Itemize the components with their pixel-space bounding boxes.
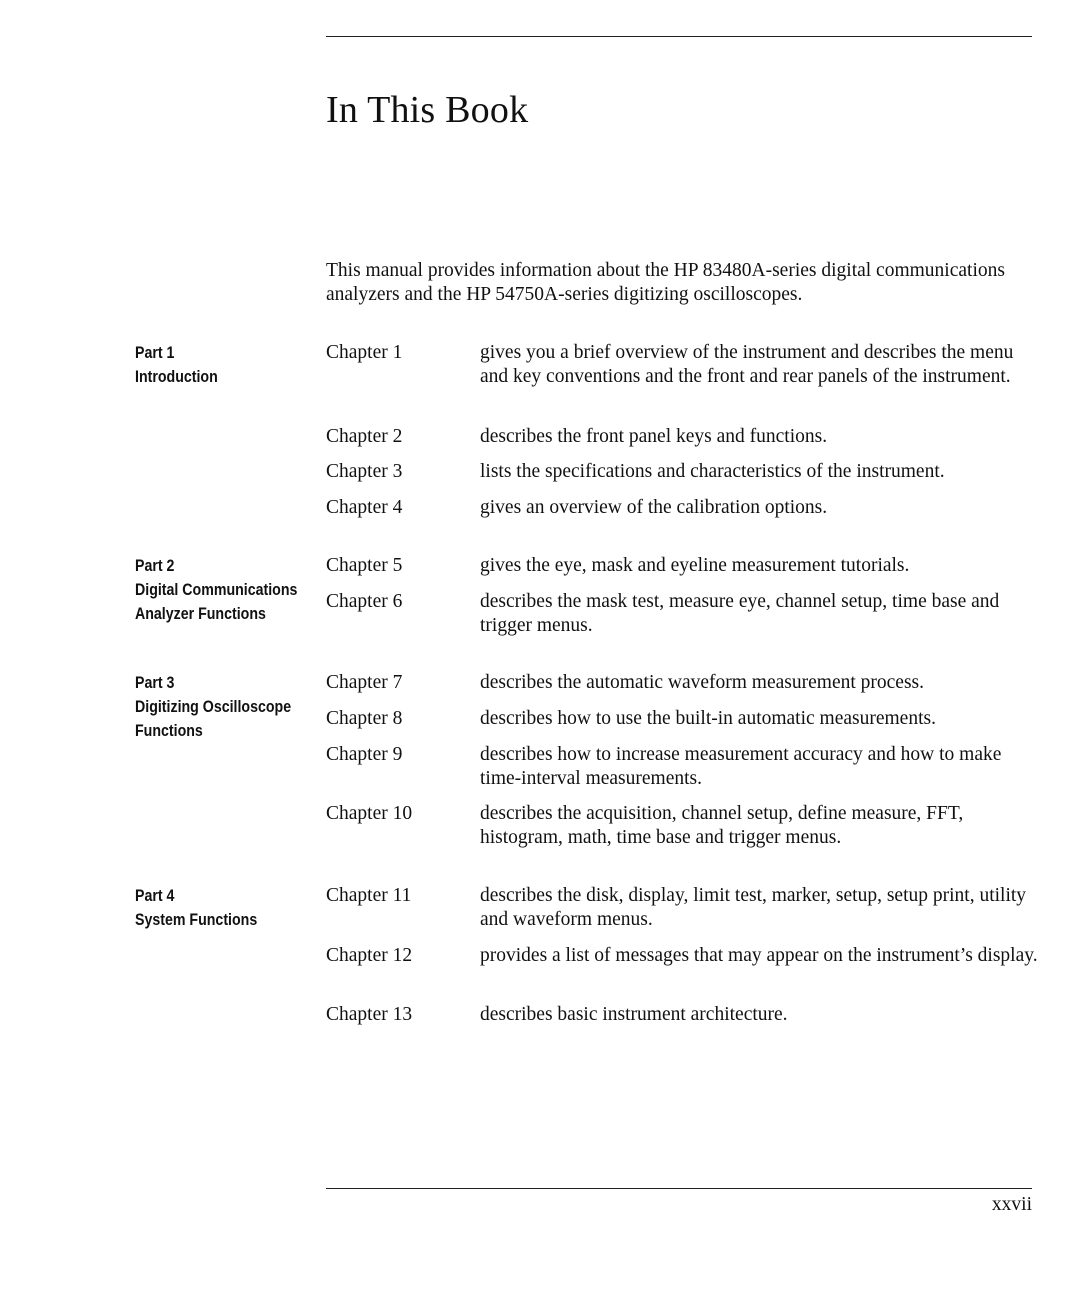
chapter-7-name: Chapter 7 bbox=[326, 672, 403, 693]
chapter-8-name: Chapter 8 bbox=[326, 708, 403, 729]
chapter-5-description: gives the eye, mask and eyeline measurement tutorials. bbox=[480, 555, 910, 576]
part-1-number: Part 1 bbox=[135, 344, 175, 362]
top-rule bbox=[326, 36, 1032, 37]
chapter-12-description: provides a list of messages that may appear on the instrument’s display. bbox=[480, 945, 1038, 966]
part-2-title-line-2: Analyzer Functions bbox=[135, 605, 266, 623]
chapter-6-description: describes the mask test, measure eye, channel setup, time base and trigger menus. bbox=[480, 591, 1000, 636]
chapter-8-description: describes how to use the built-in automatic measurements. bbox=[480, 708, 936, 729]
page-number: xxvii bbox=[991, 1194, 1032, 1215]
chapter-11-description: describes the disk, display, limit test, marker, setup, setup print, utility and waveform menus. bbox=[480, 885, 1027, 930]
chapter-4-name: Chapter 4 bbox=[326, 497, 403, 518]
part-2-label bbox=[135, 554, 298, 626]
part-4-label bbox=[135, 884, 298, 932]
part-2-title-line-1: Digital Communications bbox=[135, 581, 298, 599]
chapter-1-description: gives you a brief overview of the instrument and describes the menu and key conventions and the front and rear panels of the instrument. bbox=[480, 342, 1014, 387]
part-3-title-line-2: Functions bbox=[135, 722, 203, 740]
part-2-number: Part 2 bbox=[135, 557, 175, 575]
bottom-rule bbox=[326, 1188, 1032, 1189]
part-4-number: Part 4 bbox=[135, 887, 175, 905]
part-3-label bbox=[135, 671, 298, 743]
part-3-title-line-1: Digitizing Oscilloscope bbox=[135, 698, 292, 716]
page-title: In This Book bbox=[326, 89, 529, 131]
chapter-6-name: Chapter 6 bbox=[326, 591, 403, 612]
chapter-13-name: Chapter 13 bbox=[326, 1004, 413, 1025]
part-4-title: System Functions bbox=[135, 911, 258, 929]
part-3-number: Part 3 bbox=[135, 674, 175, 692]
chapter-4-description: gives an overview of the calibration options. bbox=[480, 497, 828, 518]
chapter-12-name: Chapter 12 bbox=[326, 945, 413, 966]
chapter-10-name: Chapter 10 bbox=[326, 803, 413, 824]
chapter-9-description: describes how to increase measurement accuracy and how to make time-interval measurements. bbox=[480, 744, 1002, 789]
part-1-title: Introduction bbox=[135, 368, 218, 386]
chapter-13-description: describes basic instrument architecture. bbox=[480, 1004, 788, 1025]
chapter-7-description: describes the automatic waveform measurement process. bbox=[480, 672, 924, 693]
chapter-5-name: Chapter 5 bbox=[326, 555, 403, 576]
chapter-3-name: Chapter 3 bbox=[326, 461, 403, 482]
chapter-10-description: describes the acquisition, channel setup, define measure, FFT, histogram, math, time base and trigger menus. bbox=[480, 803, 964, 848]
intro-paragraph: This manual provides information about the HP 83480A-series digital communications analyzers and the HP 54750A-series digitizing oscilloscopes. bbox=[326, 260, 1005, 305]
chapter-11-name: Chapter 11 bbox=[326, 885, 412, 906]
chapter-9-name: Chapter 9 bbox=[326, 744, 403, 765]
chapter-3-description: lists the specifications and characteristics of the instrument. bbox=[480, 461, 945, 482]
chapter-2-name: Chapter 2 bbox=[326, 426, 403, 447]
part-1-label bbox=[135, 341, 298, 389]
chapter-1-name: Chapter 1 bbox=[326, 342, 403, 363]
chapter-2-description: describes the front panel keys and functions. bbox=[480, 426, 828, 447]
